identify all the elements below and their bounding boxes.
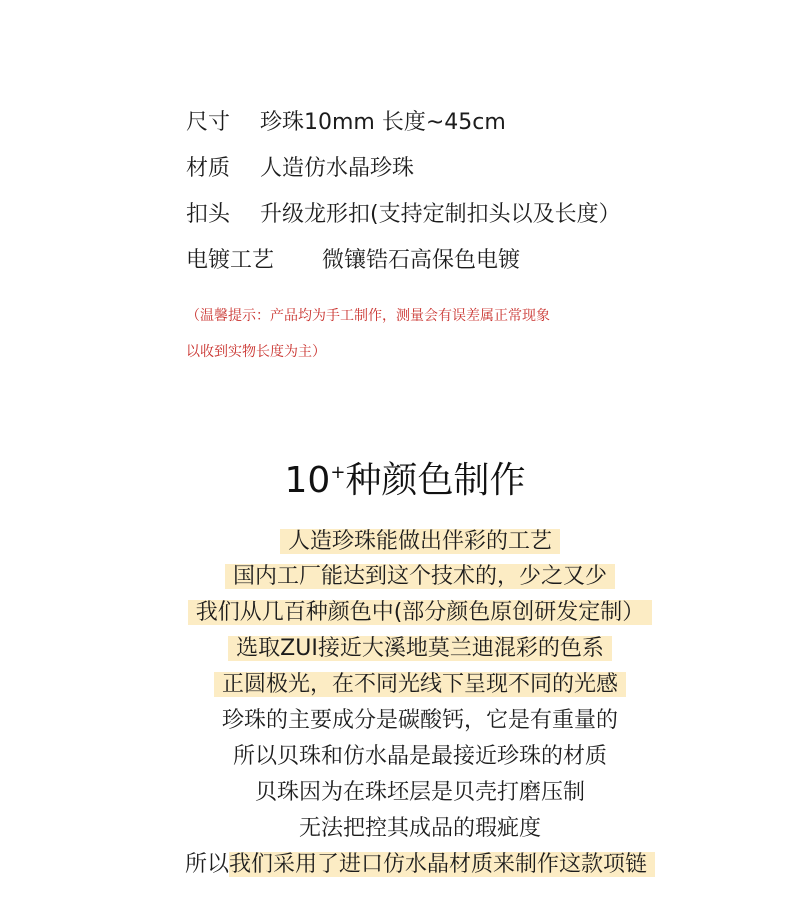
plain-text: 所以贝珠和仿水晶是最接近珍珠的材质: [232, 744, 607, 769]
title-text: 种颜色制作: [345, 460, 526, 501]
description-line: [0, 525, 790, 559]
plain-text: 珍珠的主要成分是碳酸钙，它是有重量的: [221, 708, 618, 733]
spec-label: 扣头: [186, 201, 231, 227]
title-number: 10: [284, 460, 331, 501]
highlighted-text: 选取ZUI接近大溪地莫兰迪混彩的色系: [228, 636, 612, 661]
spec-material: [186, 149, 414, 183]
spec-plating: [186, 241, 520, 275]
description-line: [0, 812, 790, 846]
title-plus: +: [330, 462, 346, 483]
plain-text: 所以: [184, 852, 229, 877]
spec-clasp: [186, 195, 621, 229]
highlighted-text: 正圆极光，在不同光线下呈现不同的光感: [214, 672, 626, 697]
description-line: [0, 848, 790, 882]
description-line: [0, 704, 790, 738]
highlighted-text: 我们从几百种颜色中(部分颜色原创研发定制）: [188, 600, 653, 625]
description-line: [0, 632, 790, 666]
description-line: [0, 776, 790, 810]
description-line: [0, 740, 790, 774]
spec-value: 珍珠10mm 长度~45cm: [260, 109, 506, 135]
notice-line-2: 以收到实物长度为主）: [186, 344, 326, 360]
spec-value: 微镶锆石高保色电镀: [322, 247, 521, 273]
spec-label: 材质: [186, 155, 231, 181]
spec-value: 人造仿水晶珍珠: [260, 155, 415, 181]
highlighted-text: 人造珍珠能做出伴彩的工艺: [280, 529, 560, 554]
spec-value: 升级龙形扣(支持定制扣头以及长度）: [260, 201, 621, 227]
description-line: [0, 560, 790, 594]
spec-size: [186, 103, 506, 137]
section-title: [0, 452, 790, 503]
notice-line-1: （温馨提示：产品均为手工制作，测量会有误差属正常现象: [186, 308, 550, 324]
highlighted-text: 我们采用了进口仿水晶材质来制作这款项链: [229, 852, 655, 877]
highlighted-text: 国内工厂能达到这个技术的，少之又少: [225, 564, 615, 589]
description-line: [0, 668, 790, 702]
spec-label: 尺寸: [186, 109, 231, 135]
plain-text: 无法把控其成品的瑕疵度: [298, 816, 541, 841]
description-line: [0, 596, 790, 630]
spec-label: 电镀工艺: [186, 247, 275, 273]
plain-text: 贝珠因为在珠坯层是贝壳打磨压制: [254, 780, 585, 805]
